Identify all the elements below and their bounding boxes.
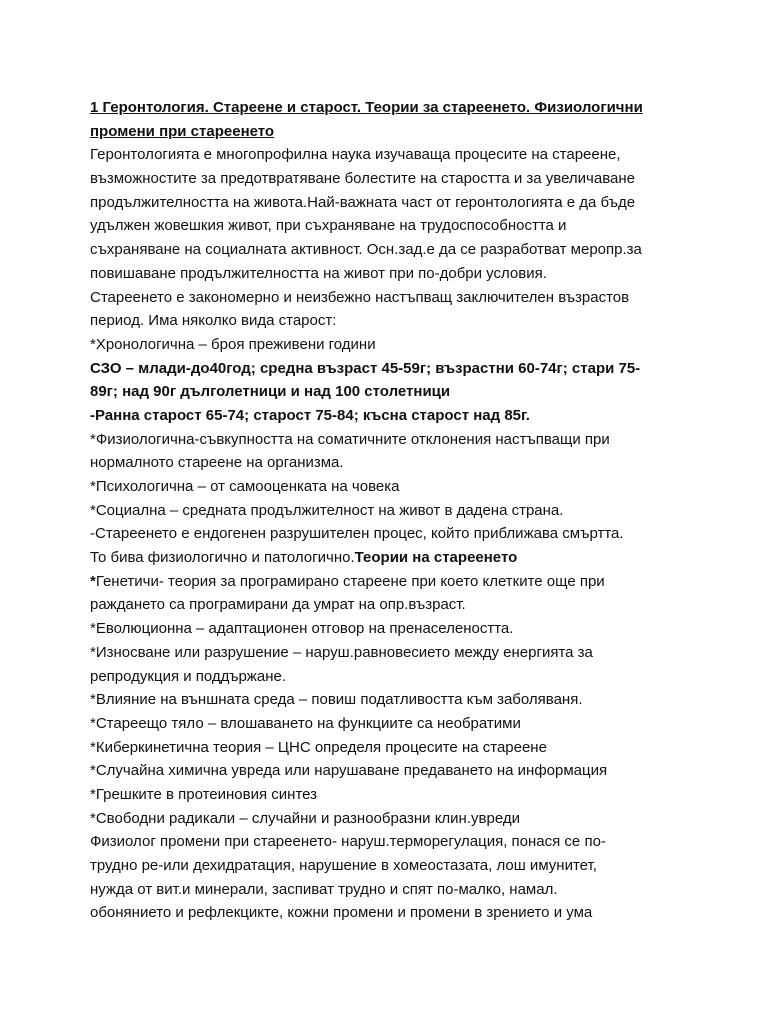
- text-line: обонянието и рефлекцикте, кожни промени и промени в зрението и ума: [90, 904, 593, 922]
- text-line: Физиолог промени при стареенето- наруш.терморегулация, понася се по-: [90, 833, 606, 851]
- text-line: продължителността на живота.Най-важната част от геронтологията е да бъде: [90, 193, 636, 211]
- text-line: повишаване продължителността на живот при по-добри условия.: [90, 264, 547, 282]
- text-line: Геронтологията е многопрофилна наука изучаваща процесите на стареене,: [90, 146, 621, 164]
- text-line: *Социална – средната продължителност на живот в дадена страна.: [90, 501, 564, 519]
- genetic-line: [90, 570, 690, 594]
- mixed-line: [90, 546, 690, 570]
- heading-line: 1 Геронтология. Стареене и старост. Теории за стареенето. Физиологични: [90, 99, 643, 116]
- text-line: *Хронологична – броя преживени години: [90, 335, 376, 353]
- text-line: *Еволюционна – адаптационен отговор на пренаселеността.: [90, 620, 514, 638]
- text-line: *Свободни радикали – случайни и разнообразни клин.увреди: [90, 809, 520, 827]
- text-line: репродукция и поддържане.: [90, 667, 286, 685]
- bold-line: СЗО – млади-до40год; средна възраст 45-59г; възрастни 60-74г; стари 75-: [90, 359, 641, 377]
- text-line: Стареенето е закономерно и неизбежно настъпващ заключителен възрастов: [90, 288, 630, 306]
- text-line: раждането са програмирани да умрат на опр.възраст.: [90, 596, 466, 614]
- text-line: възможностите за предотвратяване болестите на старостта и за увеличаване: [90, 170, 635, 188]
- bold-line: -Ранна старост 65-74; старост 75-84; късна старост над 85г.: [90, 406, 530, 424]
- text-line: период. Има няколко вида старост:: [90, 312, 337, 330]
- text-line: *Психологична – от самооценката на човека: [90, 478, 400, 495]
- text-line: *Физиологична-съвкупността на соматичните отклонения настъпващи при: [90, 430, 610, 448]
- bullet-star: *: [90, 572, 96, 590]
- text-line: *Износване или разрушение – наруш.равновесието между енергията за: [90, 643, 593, 661]
- genetic-text: Генетичи- теория за програмирано стареене при което клетките още при: [95, 572, 605, 590]
- text-line: *Случайна химична увреда или нарушаване предаването на информация: [90, 762, 608, 780]
- text-line: трудно ре-или дехидратация, нарушение в хомеостазата, лош имунитет,: [90, 857, 597, 874]
- text-line: *Влияние на външната среда – повиш податливостта към заболяваня.: [90, 691, 583, 709]
- bold-line: 89г; над 90г дълголетници и над 100 столетници: [90, 383, 451, 401]
- text-line: съхраняване на социалната активност. Осн.зад.е да се разработват меропр.за: [90, 241, 642, 259]
- text-line: удължен жовешкия живот, при съхраняване на трудоспособността и: [90, 217, 567, 235]
- text-line: нормалното стареене на организма.: [90, 454, 344, 472]
- text-line: нужда от вит.и минерали, заспиват трудно и спят по-малко, намал.: [90, 880, 558, 898]
- text-line: -Стареенето е ендогенен разрушителен процес, който приближава смъртта.: [90, 525, 624, 543]
- heading-line: промени при стареенето: [90, 122, 275, 140]
- text-line: *Киберкинетична теория – ЦНС определя процесите на стареене: [90, 738, 547, 756]
- text-line: *Стареещо тяло – влошаването на функциите са необратими: [90, 714, 521, 732]
- document-body: [90, 96, 690, 925]
- mixed-line-normal: То бива физиологично и патологично.: [90, 549, 355, 567]
- text-line: *Грешките в протеиновия синтез: [90, 785, 318, 803]
- theories-heading: Теории на стареенето: [354, 549, 518, 567]
